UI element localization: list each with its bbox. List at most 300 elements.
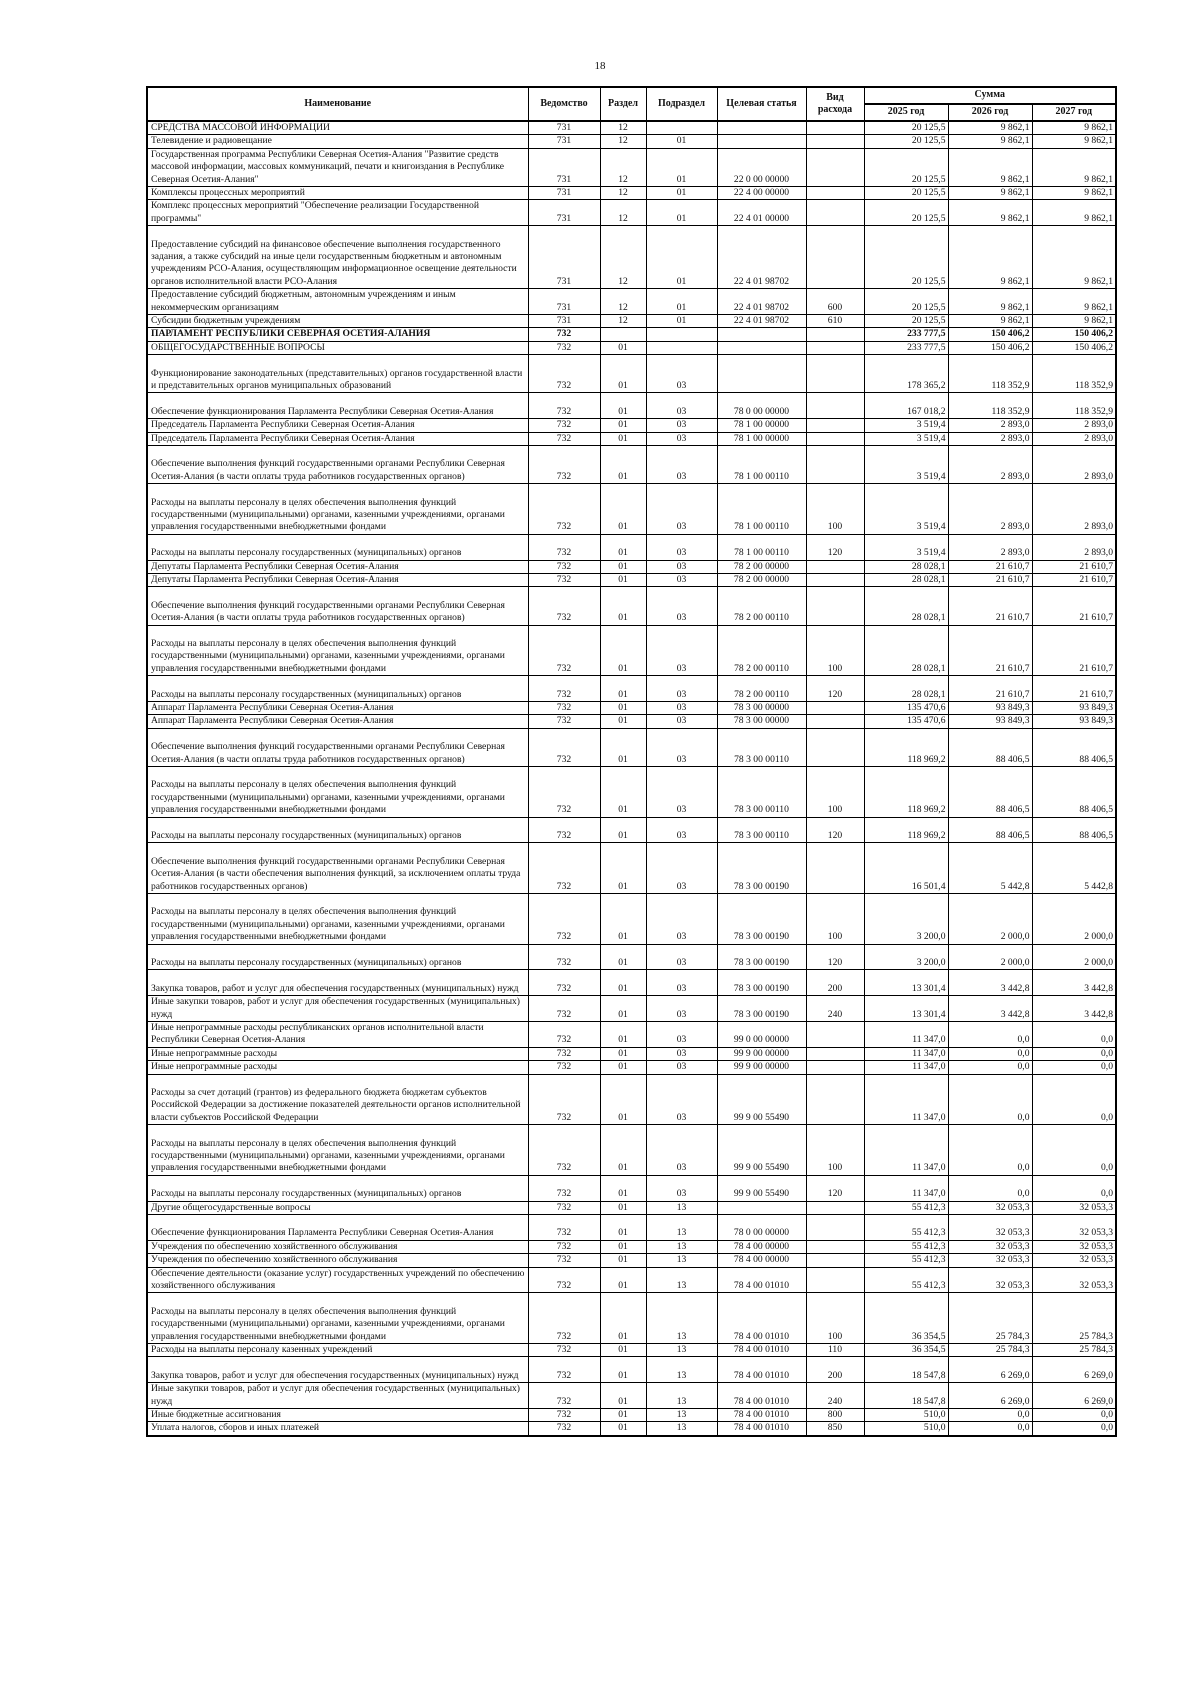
cell-target: 78 3 00 00110 [717,767,806,818]
cell-sum-2026: 118 352,9 [948,393,1032,419]
cell-sum-2027: 2 893,0 [1032,446,1116,484]
cell-name: Иные непрограммные расходы [147,1047,528,1060]
cell-expense-kind [806,121,864,135]
cell-department: 732 [528,1074,600,1125]
cell-sum-2025: 13 301,4 [864,996,948,1022]
cell-department: 732 [528,393,600,419]
cell-name: Другие общегосударственные вопросы [147,1201,528,1214]
cell-subsection: 13 [646,1344,717,1357]
header-target: Целевая статья [717,87,806,121]
cell-target: 78 3 00 00190 [717,996,806,1022]
cell-sum-2025: 11 347,0 [864,1125,948,1176]
cell-sum-2026: 3 442,8 [948,970,1032,996]
cell-expense-kind [806,1201,864,1214]
cell-target [717,341,806,354]
cell-sum-2027: 9 862,1 [1032,315,1116,328]
cell-expense-kind [806,200,864,226]
cell-department: 732 [528,1254,600,1267]
cell-subsection: 13 [646,1422,717,1436]
table-row [147,121,1116,135]
cell-sum-2027: 9 862,1 [1032,148,1116,186]
cell-name: Расходы за счет дотаций (грантов) из федерального бюджета бюджетам субъектов Российской Федерации за достижение показателей деятельности органов исполнительной власти субъектов Российской Федерации [147,1074,528,1125]
cell-subsection: 03 [646,944,717,970]
cell-name: Иные бюджетные ассигнования [147,1409,528,1422]
cell-subsection: 01 [646,135,717,148]
cell-sum-2026: 32 053,3 [948,1254,1032,1267]
cell-subsection: 13 [646,1215,717,1241]
table-row [147,843,1116,894]
table-row [147,315,1116,328]
cell-name: Председатель Парламента Республики Северная Осетия-Алания [147,419,528,432]
cell-name: Обеспечение функционирования Парламента Республики Северная Осетия-Алания [147,1215,528,1241]
cell-sum-2025: 28 028,1 [864,587,948,625]
cell-target: 78 3 00 00190 [717,843,806,894]
cell-sum-2025: 20 125,5 [864,200,948,226]
cell-department: 732 [528,587,600,625]
cell-sum-2025: 11 347,0 [864,1047,948,1060]
cell-name: Телевидение и радиовещание [147,135,528,148]
cell-expense-kind: 120 [806,676,864,702]
table-row [147,419,1116,432]
cell-name: Обеспечение выполнения функций государственными органами Республики Северная Осетия-Алания (в части обеспечения выполнения функций, за исключением оплаты труда работников государственных органов) [147,843,528,894]
cell-sum-2026: 0,0 [948,1022,1032,1048]
cell-section: 12 [600,187,646,200]
cell-department: 732 [528,1293,600,1344]
cell-sum-2027: 9 862,1 [1032,200,1116,226]
cell-sum-2025: 20 125,5 [864,289,948,315]
table-row [147,1267,1116,1293]
table-row [147,767,1116,818]
cell-subsection: 03 [646,817,717,843]
cell-sum-2025: 18 547,8 [864,1383,948,1409]
cell-target: 78 4 00 01010 [717,1344,806,1357]
cell-sum-2025: 55 412,3 [864,1201,948,1214]
cell-expense-kind [806,135,864,148]
cell-subsection: 13 [646,1357,717,1383]
cell-sum-2026: 0,0 [948,1061,1032,1074]
table-row [147,135,1116,148]
cell-department: 732 [528,1344,600,1357]
cell-section: 01 [600,1383,646,1409]
cell-department: 732 [528,341,600,354]
table-row [147,484,1116,535]
cell-section [600,328,646,341]
table-row [147,289,1116,315]
cell-subsection: 03 [646,587,717,625]
cell-expense-kind: 610 [806,315,864,328]
cell-target: 78 1 00 00000 [717,432,806,445]
cell-department: 732 [528,996,600,1022]
cell-section: 01 [600,676,646,702]
cell-sum-2027: 21 610,7 [1032,625,1116,676]
cell-section: 01 [600,484,646,535]
cell-expense-kind: 240 [806,996,864,1022]
cell-name: Обеспечение выполнения функций государственными органами Республики Северная Осетия-Алания (в части оплаты труда работников государственных органов) [147,446,528,484]
cell-department: 732 [528,355,600,393]
cell-sum-2025: 20 125,5 [864,187,948,200]
cell-section: 01 [600,715,646,728]
cell-sum-2027: 2 893,0 [1032,534,1116,560]
table-row [147,817,1116,843]
cell-sum-2027: 2 000,0 [1032,944,1116,970]
cell-expense-kind: 240 [806,1383,864,1409]
cell-section: 01 [600,419,646,432]
cell-sum-2026: 9 862,1 [948,148,1032,186]
table-row [147,393,1116,419]
cell-expense-kind: 850 [806,1422,864,1436]
cell-sum-2026: 21 610,7 [948,574,1032,587]
cell-name: Иные непрограммные расходы [147,1061,528,1074]
cell-name: Уплата налогов, сборов и иных платежей [147,1422,528,1436]
cell-name: Комплексы процессных мероприятий [147,187,528,200]
table-row [147,1175,1116,1201]
cell-target: 78 2 00 00000 [717,560,806,573]
cell-name: ПАРЛАМЕНТ РЕСПУБЛИКИ СЕВЕРНАЯ ОСЕТИЯ-АЛАНИЯ [147,328,528,341]
cell-name: Обеспечение выполнения функций государственными органами Республики Северная Осетия-Алания (в части оплаты труда работников государственных органов) [147,587,528,625]
cell-department: 732 [528,676,600,702]
cell-expense-kind: 120 [806,944,864,970]
cell-sum-2025: 135 470,6 [864,715,948,728]
cell-subsection [646,328,717,341]
cell-sum-2026: 88 406,5 [948,767,1032,818]
cell-subsection: 03 [646,393,717,419]
cell-department: 731 [528,121,600,135]
cell-department: 732 [528,1409,600,1422]
cell-sum-2027: 3 442,8 [1032,970,1116,996]
cell-sum-2026: 25 784,3 [948,1293,1032,1344]
cell-sum-2026: 0,0 [948,1409,1032,1422]
cell-name: ОБЩЕГОСУДАРСТВЕННЫЕ ВОПРОСЫ [147,341,528,354]
cell-department: 732 [528,1422,600,1436]
cell-name: Расходы на выплаты персоналу в целях обеспечения выполнения функций государственными (муниципальными) органами, казенными учреждениями, органами управления государственными внебюджетными фондами [147,1125,528,1176]
cell-sum-2027: 9 862,1 [1032,135,1116,148]
cell-expense-kind [806,728,864,766]
cell-sum-2027: 32 053,3 [1032,1201,1116,1214]
cell-sum-2027: 9 862,1 [1032,187,1116,200]
cell-section: 01 [600,1254,646,1267]
cell-sum-2027: 32 053,3 [1032,1240,1116,1253]
cell-sum-2025: 11 347,0 [864,1061,948,1074]
cell-sum-2025: 55 412,3 [864,1240,948,1253]
cell-sum-2027: 0,0 [1032,1022,1116,1048]
cell-sum-2026: 0,0 [948,1074,1032,1125]
cell-department: 732 [528,1201,600,1214]
table-row [147,1074,1116,1125]
table-row [147,625,1116,676]
cell-sum-2027: 2 893,0 [1032,432,1116,445]
cell-expense-kind [806,226,864,289]
cell-sum-2027: 5 442,8 [1032,843,1116,894]
cell-sum-2027: 150 406,2 [1032,341,1116,354]
cell-name: Расходы на выплаты персоналу государственных (муниципальных) органов [147,944,528,970]
cell-name: Закупка товаров, работ и услуг для обеспечения государственных (муниципальных) нужд [147,1357,528,1383]
cell-sum-2027: 150 406,2 [1032,328,1116,341]
cell-section: 01 [600,1022,646,1048]
cell-sum-2025: 20 125,5 [864,121,948,135]
cell-department: 731 [528,315,600,328]
cell-sum-2025: 55 412,3 [864,1254,948,1267]
cell-sum-2026: 32 053,3 [948,1215,1032,1241]
cell-sum-2026: 118 352,9 [948,355,1032,393]
cell-subsection: 03 [646,702,717,715]
cell-name: Расходы на выплаты персоналу в целях обеспечения выполнения функций государственными (муниципальными) органами, казенными учреждениями, органами управления государственными внебюджетными фондами [147,625,528,676]
cell-name: Председатель Парламента Республики Северная Осетия-Алания [147,432,528,445]
cell-department: 732 [528,1047,600,1060]
cell-department: 732 [528,728,600,766]
table-row [147,200,1116,226]
cell-sum-2027: 32 053,3 [1032,1215,1116,1241]
cell-department: 732 [528,484,600,535]
cell-name: Аппарат Парламента Республики Северная Осетия-Алания [147,715,528,728]
cell-sum-2027: 93 849,3 [1032,715,1116,728]
cell-sum-2025: 233 777,5 [864,341,948,354]
cell-expense-kind [806,574,864,587]
cell-subsection: 01 [646,148,717,186]
cell-section: 01 [600,1344,646,1357]
cell-subsection: 03 [646,1074,717,1125]
cell-sum-2026: 88 406,5 [948,728,1032,766]
cell-target: 78 4 00 01010 [717,1383,806,1409]
cell-sum-2027: 2 893,0 [1032,484,1116,535]
cell-department: 732 [528,534,600,560]
cell-sum-2027: 0,0 [1032,1047,1116,1060]
cell-target: 78 4 00 01010 [717,1267,806,1293]
cell-department: 732 [528,1357,600,1383]
table-row [147,894,1116,945]
header-department: Ведомство [528,87,600,121]
cell-target: 99 9 00 00000 [717,1061,806,1074]
cell-sum-2025: 16 501,4 [864,843,948,894]
budget-table [146,86,1117,1437]
cell-section: 01 [600,625,646,676]
table-body [147,121,1116,1436]
cell-sum-2026: 6 269,0 [948,1383,1032,1409]
cell-name: Субсидии бюджетным учреждениям [147,315,528,328]
cell-sum-2025: 28 028,1 [864,560,948,573]
table-row [147,1383,1116,1409]
cell-subsection: 03 [646,1125,717,1176]
table-row [147,341,1116,354]
table-row [147,1409,1116,1422]
cell-expense-kind [806,1215,864,1241]
cell-sum-2025: 118 969,2 [864,728,948,766]
cell-expense-kind [806,419,864,432]
cell-department: 732 [528,574,600,587]
cell-name: Расходы на выплаты персоналу государственных (муниципальных) органов [147,534,528,560]
cell-expense-kind [806,560,864,573]
cell-name: Закупка товаров, работ и услуг для обеспечения государственных (муниципальных) нужд [147,970,528,996]
cell-sum-2026: 9 862,1 [948,135,1032,148]
cell-sum-2026: 2 893,0 [948,419,1032,432]
cell-sum-2027: 21 610,7 [1032,560,1116,573]
cell-subsection: 01 [646,226,717,289]
cell-name: Обеспечение деятельности (оказание услуг) государственных учреждений по обеспечению хозяйственного обслуживания [147,1267,528,1293]
cell-name: Расходы на выплаты персоналу казенных учреждений [147,1344,528,1357]
cell-expense-kind [806,393,864,419]
cell-section: 12 [600,200,646,226]
cell-name: Предоставление субсидий бюджетным, автономным учреждениям и иным некоммерческим организациям [147,289,528,315]
cell-subsection: 03 [646,894,717,945]
cell-expense-kind [806,446,864,484]
cell-sum-2026: 0,0 [948,1175,1032,1201]
cell-section: 01 [600,1422,646,1436]
cell-sum-2025: 55 412,3 [864,1267,948,1293]
cell-department: 732 [528,1240,600,1253]
table-row [147,446,1116,484]
cell-department: 732 [528,702,600,715]
cell-sum-2026: 2 893,0 [948,534,1032,560]
cell-sum-2025: 135 470,6 [864,702,948,715]
cell-sum-2027: 118 352,9 [1032,355,1116,393]
cell-expense-kind: 120 [806,534,864,560]
cell-department: 731 [528,200,600,226]
cell-department: 732 [528,894,600,945]
table-row [147,560,1116,573]
cell-target: 78 4 00 01010 [717,1357,806,1383]
table-row [147,355,1116,393]
table-header [147,87,1116,121]
cell-subsection: 03 [646,419,717,432]
cell-expense-kind [806,148,864,186]
cell-sum-2027: 21 610,7 [1032,587,1116,625]
cell-section: 01 [600,341,646,354]
cell-name: Обеспечение функционирования Парламента Республики Северная Осетия-Алания [147,393,528,419]
cell-sum-2025: 36 354,5 [864,1344,948,1357]
table-row [147,1215,1116,1241]
cell-section: 01 [600,393,646,419]
table-row [147,1422,1116,1436]
cell-expense-kind [806,843,864,894]
cell-sum-2025: 28 028,1 [864,574,948,587]
cell-sum-2025: 55 412,3 [864,1215,948,1241]
cell-sum-2027: 0,0 [1032,1175,1116,1201]
cell-department: 731 [528,135,600,148]
cell-department: 732 [528,1061,600,1074]
header-section: Раздел [600,87,646,121]
table-row [147,574,1116,587]
cell-target: 22 4 01 98702 [717,226,806,289]
cell-expense-kind: 120 [806,1175,864,1201]
cell-department: 731 [528,226,600,289]
cell-department: 732 [528,1267,600,1293]
cell-section: 01 [600,996,646,1022]
cell-section: 12 [600,148,646,186]
cell-sum-2025: 11 347,0 [864,1022,948,1048]
cell-name: Государственная программа Республики Северная Осетия-Алания "Развитие средств массовой информации, массовых коммуникаций, печати и книгоиздания в Республике Северная Осетия-Алания" [147,148,528,186]
cell-sum-2027: 3 442,8 [1032,996,1116,1022]
cell-department: 732 [528,560,600,573]
cell-sum-2026: 150 406,2 [948,328,1032,341]
cell-subsection: 01 [646,289,717,315]
cell-name: Иные непрограммные расходы республиканских органов исполнительной власти Республики Северная Осетия-Алания [147,1022,528,1048]
cell-department: 732 [528,432,600,445]
cell-department: 731 [528,187,600,200]
cell-sum-2026: 9 862,1 [948,121,1032,135]
header-subsection: Подраздел [646,87,717,121]
cell-expense-kind [806,1240,864,1253]
cell-target: 22 0 00 00000 [717,148,806,186]
cell-section: 01 [600,574,646,587]
cell-target: 78 2 00 00110 [717,587,806,625]
cell-expense-kind [806,1074,864,1125]
cell-subsection: 03 [646,446,717,484]
cell-sum-2025: 20 125,5 [864,148,948,186]
cell-sum-2025: 20 125,5 [864,315,948,328]
cell-section: 01 [600,817,646,843]
table-row [147,1240,1116,1253]
cell-name: Расходы на выплаты персоналу в целях обеспечения выполнения функций государственными (муниципальными) органами, казенными учреждениями, органами управления государственными внебюджетными фондами [147,894,528,945]
cell-target: 78 1 00 00110 [717,484,806,535]
cell-target: 78 4 00 00000 [717,1240,806,1253]
cell-sum-2025: 3 519,4 [864,484,948,535]
cell-sum-2027: 21 610,7 [1032,676,1116,702]
cell-subsection [646,341,717,354]
cell-section: 12 [600,135,646,148]
cell-sum-2027: 32 053,3 [1032,1254,1116,1267]
cell-sum-2025: 13 301,4 [864,970,948,996]
cell-expense-kind [806,1254,864,1267]
cell-section: 01 [600,767,646,818]
cell-target: 78 3 00 00000 [717,702,806,715]
cell-sum-2025: 3 200,0 [864,894,948,945]
cell-target: 99 9 00 00000 [717,1047,806,1060]
cell-sum-2027: 2 893,0 [1032,419,1116,432]
cell-target: 22 4 01 98702 [717,289,806,315]
table-row [147,944,1116,970]
cell-name: Иные закупки товаров, работ и услуг для обеспечения государственных (муниципальных) нужд [147,996,528,1022]
cell-expense-kind: 100 [806,767,864,818]
cell-subsection: 03 [646,1022,717,1048]
cell-name: Расходы на выплаты персоналу государственных (муниципальных) органов [147,817,528,843]
cell-subsection: 03 [646,355,717,393]
header-name: Наименование [147,87,528,121]
cell-sum-2025: 510,0 [864,1422,948,1436]
cell-section: 01 [600,1409,646,1422]
table-row [147,1061,1116,1074]
cell-target: 22 4 01 98702 [717,315,806,328]
cell-section: 01 [600,1061,646,1074]
cell-section: 12 [600,289,646,315]
cell-sum-2027: 2 000,0 [1032,894,1116,945]
cell-subsection: 13 [646,1201,717,1214]
cell-expense-kind [806,187,864,200]
cell-name: Расходы на выплаты персоналу в целях обеспечения выполнения функций государственными (муниципальными) органами, казенными учреждениями, органами управления государственными внебюджетными фондами [147,1293,528,1344]
cell-subsection: 03 [646,534,717,560]
cell-department: 732 [528,715,600,728]
cell-sum-2025: 20 125,5 [864,226,948,289]
cell-expense-kind: 100 [806,1293,864,1344]
cell-section: 01 [600,1240,646,1253]
cell-sum-2025: 20 125,5 [864,135,948,148]
cell-target: 78 0 00 00000 [717,393,806,419]
cell-section: 01 [600,894,646,945]
cell-section: 01 [600,1047,646,1060]
cell-target [717,355,806,393]
cell-expense-kind: 100 [806,484,864,535]
cell-target [717,135,806,148]
cell-section: 01 [600,355,646,393]
cell-sum-2027: 9 862,1 [1032,289,1116,315]
cell-sum-2025: 28 028,1 [864,625,948,676]
cell-expense-kind [806,1267,864,1293]
table-row [147,1022,1116,1048]
cell-target: 78 2 00 00110 [717,676,806,702]
cell-section: 12 [600,226,646,289]
cell-sum-2025: 11 347,0 [864,1074,948,1125]
cell-sum-2026: 2 893,0 [948,446,1032,484]
cell-section: 01 [600,534,646,560]
cell-sum-2026: 6 269,0 [948,1357,1032,1383]
